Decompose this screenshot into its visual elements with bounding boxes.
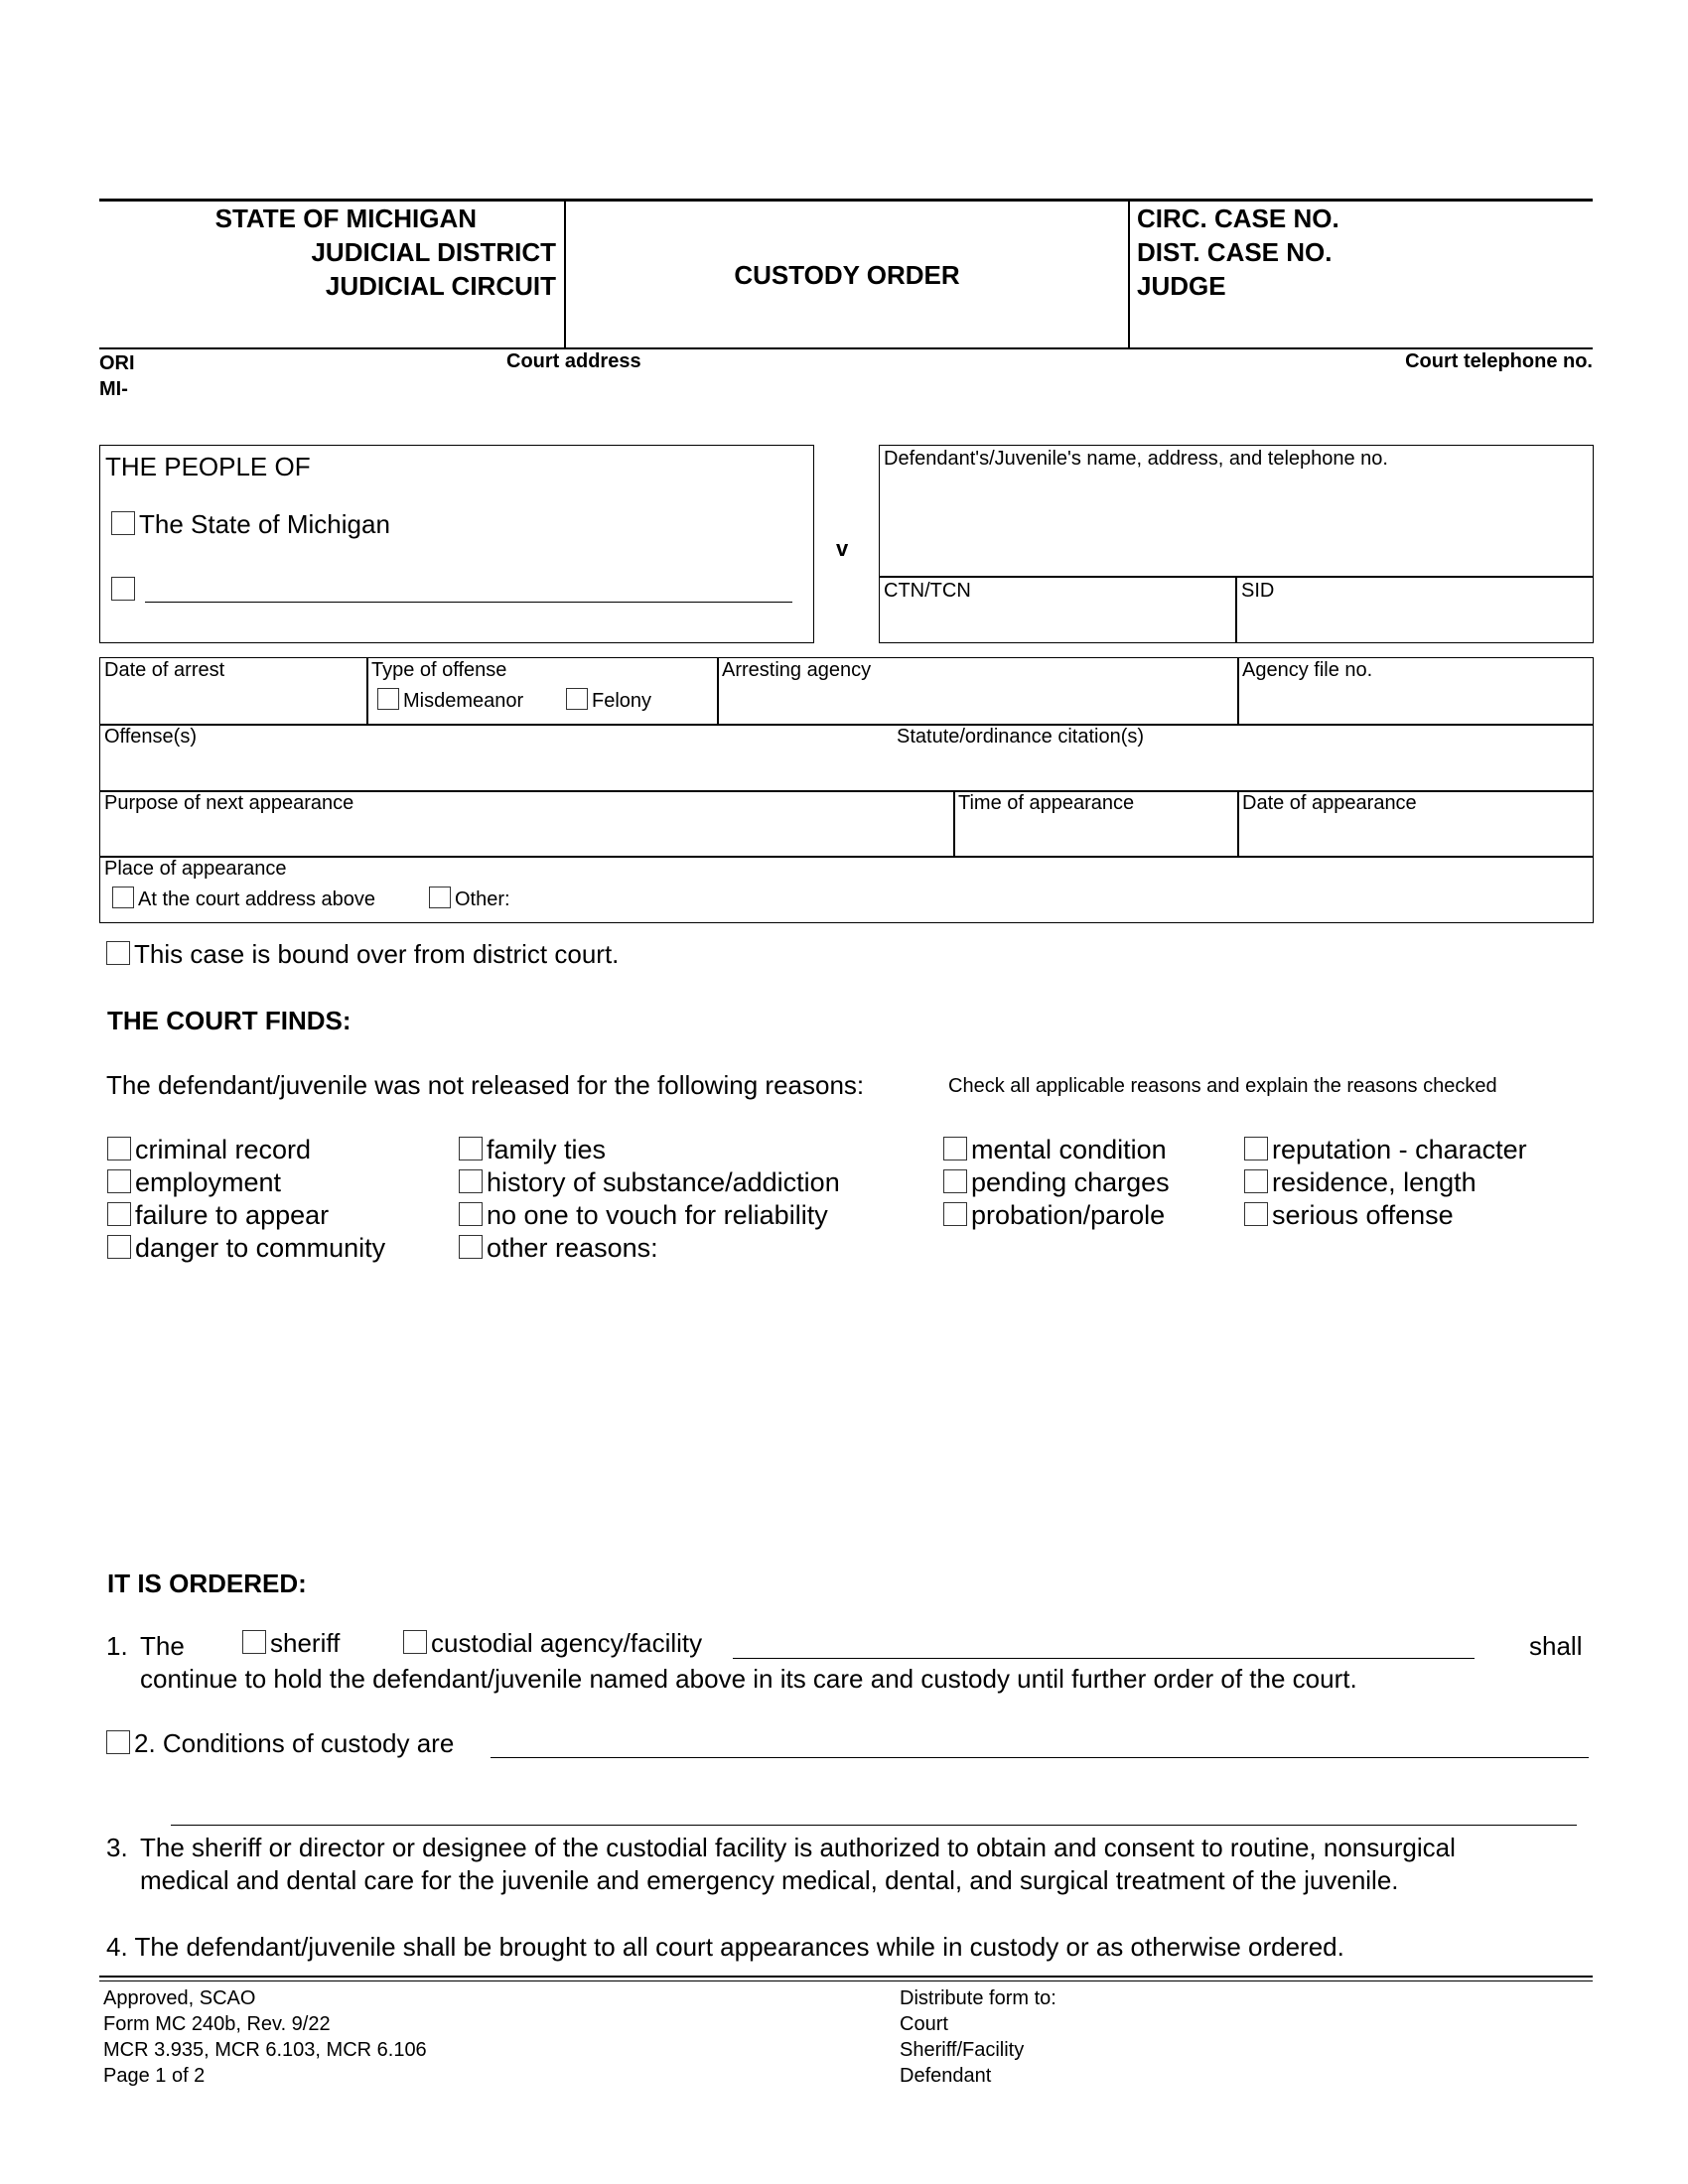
grid-vrule-1 bbox=[366, 657, 368, 724]
judicial-district: JUDICIAL DISTRICT bbox=[311, 237, 556, 267]
misdemeanor-option[interactable] bbox=[377, 688, 523, 713]
state-of-michigan-label: The State of Michigan bbox=[139, 509, 390, 539]
judicial-circuit: JUDICIAL CIRCUIT bbox=[325, 271, 556, 301]
type-of-offense-label: Type of offense bbox=[371, 659, 507, 681]
dist-case-no[interactable]: DIST. CASE NO. bbox=[1137, 237, 1333, 267]
agency-file-no-label[interactable]: Agency file no. bbox=[1242, 659, 1373, 681]
sheriff-label: sheriff bbox=[270, 1628, 341, 1658]
at-court-option[interactable] bbox=[112, 887, 375, 911]
reason-label: other reasons: bbox=[487, 1233, 658, 1263]
item3-number: 3. bbox=[106, 1833, 128, 1862]
ctn-sid-divider bbox=[1235, 576, 1237, 643]
at-court-checkbox[interactable] bbox=[112, 887, 134, 908]
reason-checkbox[interactable] bbox=[459, 1202, 483, 1226]
versus-label: v bbox=[836, 536, 849, 561]
grid-vrule-5 bbox=[1237, 790, 1239, 856]
header-divider-right bbox=[1128, 201, 1130, 347]
state-name: STATE OF MICHIGAN bbox=[214, 204, 477, 233]
court-name-block bbox=[99, 202, 556, 303]
reason-checkbox[interactable] bbox=[107, 1137, 131, 1160]
header-bottom-rule bbox=[99, 347, 1593, 349]
circ-case-no[interactable]: CIRC. CASE NO. bbox=[1137, 204, 1339, 233]
reason-checkbox[interactable] bbox=[459, 1169, 483, 1193]
court-telephone-label: Court telephone no. bbox=[1405, 350, 1593, 372]
reason-checkbox[interactable] bbox=[1244, 1169, 1268, 1193]
bound-over-checkbox[interactable] bbox=[106, 941, 130, 965]
distribute-court: Court bbox=[900, 2013, 948, 2035]
felony-label: Felony bbox=[592, 690, 652, 712]
item1-continuation: continue to hold the defendant/juvenile named above in its care and custody until further order of the court. bbox=[140, 1664, 1357, 1694]
reason-mental-condition[interactable] bbox=[943, 1135, 1167, 1165]
sid-label[interactable]: SID bbox=[1241, 580, 1275, 602]
felony-option[interactable] bbox=[566, 688, 651, 713]
grid-rule-3 bbox=[99, 856, 1594, 858]
place-label: Place of appearance bbox=[104, 858, 287, 880]
item3-line2: medical and dental care for the juvenile and emergency medical, dental, and surgical treatment of the juvenile. bbox=[140, 1865, 1399, 1895]
footer-distribution bbox=[900, 1985, 1056, 2089]
statute-label[interactable]: Statute/ordinance citation(s) bbox=[897, 726, 1145, 748]
bound-over-label: This case is bound over from district court. bbox=[134, 939, 620, 969]
state-of-michigan-option[interactable] bbox=[111, 509, 390, 540]
date-label[interactable]: Date of appearance bbox=[1242, 792, 1417, 814]
item2-option[interactable] bbox=[106, 1728, 454, 1759]
item2-label: 2. Conditions of custody are bbox=[134, 1728, 455, 1758]
page-number: Page 1 of 2 bbox=[103, 2065, 206, 2087]
conditions-line-1[interactable] bbox=[491, 1757, 1589, 1758]
purpose-label[interactable]: Purpose of next appearance bbox=[104, 792, 354, 814]
custodial-option[interactable] bbox=[403, 1628, 702, 1659]
reason-checkbox[interactable] bbox=[107, 1169, 131, 1193]
judge-label[interactable]: JUDGE bbox=[1137, 271, 1226, 301]
offenses-label[interactable]: Offense(s) bbox=[104, 726, 197, 748]
footer-left bbox=[103, 1985, 427, 2089]
sheriff-option[interactable] bbox=[242, 1628, 340, 1659]
findings-intro: The defendant/juvenile was not released for the following reasons: bbox=[106, 1070, 865, 1100]
footer-rule-1 bbox=[99, 1976, 1593, 1978]
reason-criminal-record[interactable] bbox=[107, 1135, 311, 1165]
reason-reputation-character[interactable] bbox=[1244, 1135, 1527, 1165]
reason-checkbox[interactable] bbox=[459, 1235, 483, 1259]
state-of-michigan-checkbox[interactable] bbox=[111, 511, 135, 535]
ordered-heading: IT IS ORDERED: bbox=[107, 1569, 307, 1598]
reason-pending-charges[interactable] bbox=[943, 1167, 1170, 1198]
reason-label: mental condition bbox=[971, 1135, 1167, 1164]
distribute-label: Distribute form to: bbox=[900, 1987, 1056, 2009]
people-of-label: THE PEOPLE OF bbox=[105, 452, 311, 481]
findings-note: Check all applicable reasons and explain the reasons checked bbox=[948, 1075, 1497, 1097]
grid-rule-1 bbox=[99, 724, 1594, 726]
item3-line1: The sheriff or director or designee of the custodial facility is authorized to obtain and consent to routine, nonsurgical bbox=[140, 1833, 1456, 1862]
distribute-sheriff: Sheriff/Facility bbox=[900, 2039, 1025, 2061]
ori-block bbox=[99, 350, 135, 402]
court-rules: MCR 3.935, MCR 6.103, MCR 6.106 bbox=[103, 2039, 427, 2061]
other-place-checkbox[interactable] bbox=[429, 887, 451, 908]
reason-failure-to-appear[interactable] bbox=[107, 1200, 329, 1231]
bound-over-option[interactable] bbox=[106, 939, 619, 970]
conditions-line-2[interactable] bbox=[171, 1825, 1577, 1826]
reason-label: probation/parole bbox=[971, 1200, 1166, 1230]
other-plaintiff-checkbox[interactable] bbox=[111, 577, 135, 601]
sheriff-checkbox[interactable] bbox=[242, 1630, 266, 1654]
reason-no-one-to-vouch[interactable] bbox=[459, 1200, 828, 1231]
reason-family-ties[interactable] bbox=[459, 1135, 606, 1165]
reason-label: serious offense bbox=[1272, 1200, 1454, 1230]
reason-label: criminal record bbox=[135, 1135, 312, 1164]
case-number-block bbox=[1137, 202, 1339, 303]
reason-checkbox[interactable] bbox=[107, 1202, 131, 1226]
misdemeanor-label: Misdemeanor bbox=[403, 690, 524, 712]
arresting-agency-label[interactable]: Arresting agency bbox=[722, 659, 872, 681]
custodial-checkbox[interactable] bbox=[403, 1630, 427, 1654]
court-finds-heading: THE COURT FINDS: bbox=[107, 1006, 352, 1035]
footer-rule-2 bbox=[99, 1980, 1593, 1981]
reason-checkbox[interactable] bbox=[107, 1235, 131, 1259]
ori-label: ORI bbox=[99, 352, 135, 374]
reason-employment[interactable] bbox=[107, 1167, 281, 1198]
reason-label: employment bbox=[135, 1167, 282, 1197]
at-court-label: At the court address above bbox=[138, 888, 376, 910]
ctn-tcn-label[interactable]: CTN/TCN bbox=[884, 580, 971, 602]
misdemeanor-checkbox[interactable] bbox=[377, 688, 399, 710]
reason-checkbox[interactable] bbox=[943, 1202, 967, 1226]
reason-residence-length[interactable] bbox=[1244, 1167, 1477, 1198]
reason-label: residence, length bbox=[1272, 1167, 1477, 1197]
custodial-facility-line[interactable] bbox=[733, 1658, 1475, 1659]
reason-checkbox[interactable] bbox=[459, 1137, 483, 1160]
reason-label: pending charges bbox=[971, 1167, 1170, 1197]
other-plaintiff-line[interactable] bbox=[145, 602, 792, 603]
conditions-checkbox[interactable] bbox=[106, 1730, 130, 1754]
felony-checkbox[interactable] bbox=[566, 688, 588, 710]
reason-serious-offense[interactable] bbox=[1244, 1200, 1454, 1231]
approved-label: Approved, SCAO bbox=[103, 1987, 256, 2009]
distribute-defendant: Defendant bbox=[900, 2065, 992, 2087]
reason-checkbox[interactable] bbox=[1244, 1137, 1268, 1160]
grid-vrule-4 bbox=[953, 790, 955, 856]
time-label[interactable]: Time of appearance bbox=[958, 792, 1135, 814]
item4: 4. The defendant/juvenile shall be brought to all court appearances while in custody or as otherwise ordered. bbox=[106, 1932, 1344, 1962]
form-number: Form MC 240b, Rev. 9/22 bbox=[103, 2013, 331, 2035]
form-title: CUSTODY ORDER bbox=[734, 260, 960, 290]
mi-label: MI- bbox=[99, 378, 128, 400]
item1-number: 1. bbox=[106, 1631, 128, 1661]
custodial-label: custodial agency/facility bbox=[431, 1628, 703, 1658]
other-plaintiff-option[interactable] bbox=[111, 577, 139, 604]
reason-danger-to-community[interactable] bbox=[107, 1233, 385, 1264]
date-of-arrest-label[interactable]: Date of arrest bbox=[104, 659, 225, 681]
other-place-option[interactable] bbox=[429, 887, 510, 911]
reason-substance-addiction[interactable] bbox=[459, 1167, 840, 1198]
reason-label: history of substance/addiction bbox=[487, 1167, 840, 1197]
reason-label: failure to appear bbox=[135, 1200, 330, 1230]
other-place-label: Other: bbox=[455, 888, 510, 910]
court-address-label: Court address bbox=[506, 350, 641, 372]
reason-label: family ties bbox=[487, 1135, 607, 1164]
reason-checkbox[interactable] bbox=[943, 1169, 967, 1193]
item1-the: The bbox=[140, 1631, 185, 1661]
grid-vrule-3 bbox=[1237, 657, 1239, 724]
item1-shall: shall bbox=[1529, 1631, 1583, 1661]
reason-checkbox[interactable] bbox=[1244, 1202, 1268, 1226]
reason-other-reasons[interactable] bbox=[459, 1233, 658, 1264]
reason-label: danger to community bbox=[135, 1233, 386, 1263]
reason-label: no one to vouch for reliability bbox=[487, 1200, 828, 1230]
reason-checkbox[interactable] bbox=[943, 1137, 967, 1160]
reason-probation-parole[interactable] bbox=[943, 1200, 1165, 1231]
reason-label: reputation - character bbox=[1272, 1135, 1527, 1164]
grid-vrule-2 bbox=[717, 657, 719, 724]
defendant-label: Defendant's/Juvenile's name, address, and telephone no. bbox=[884, 448, 1388, 470]
